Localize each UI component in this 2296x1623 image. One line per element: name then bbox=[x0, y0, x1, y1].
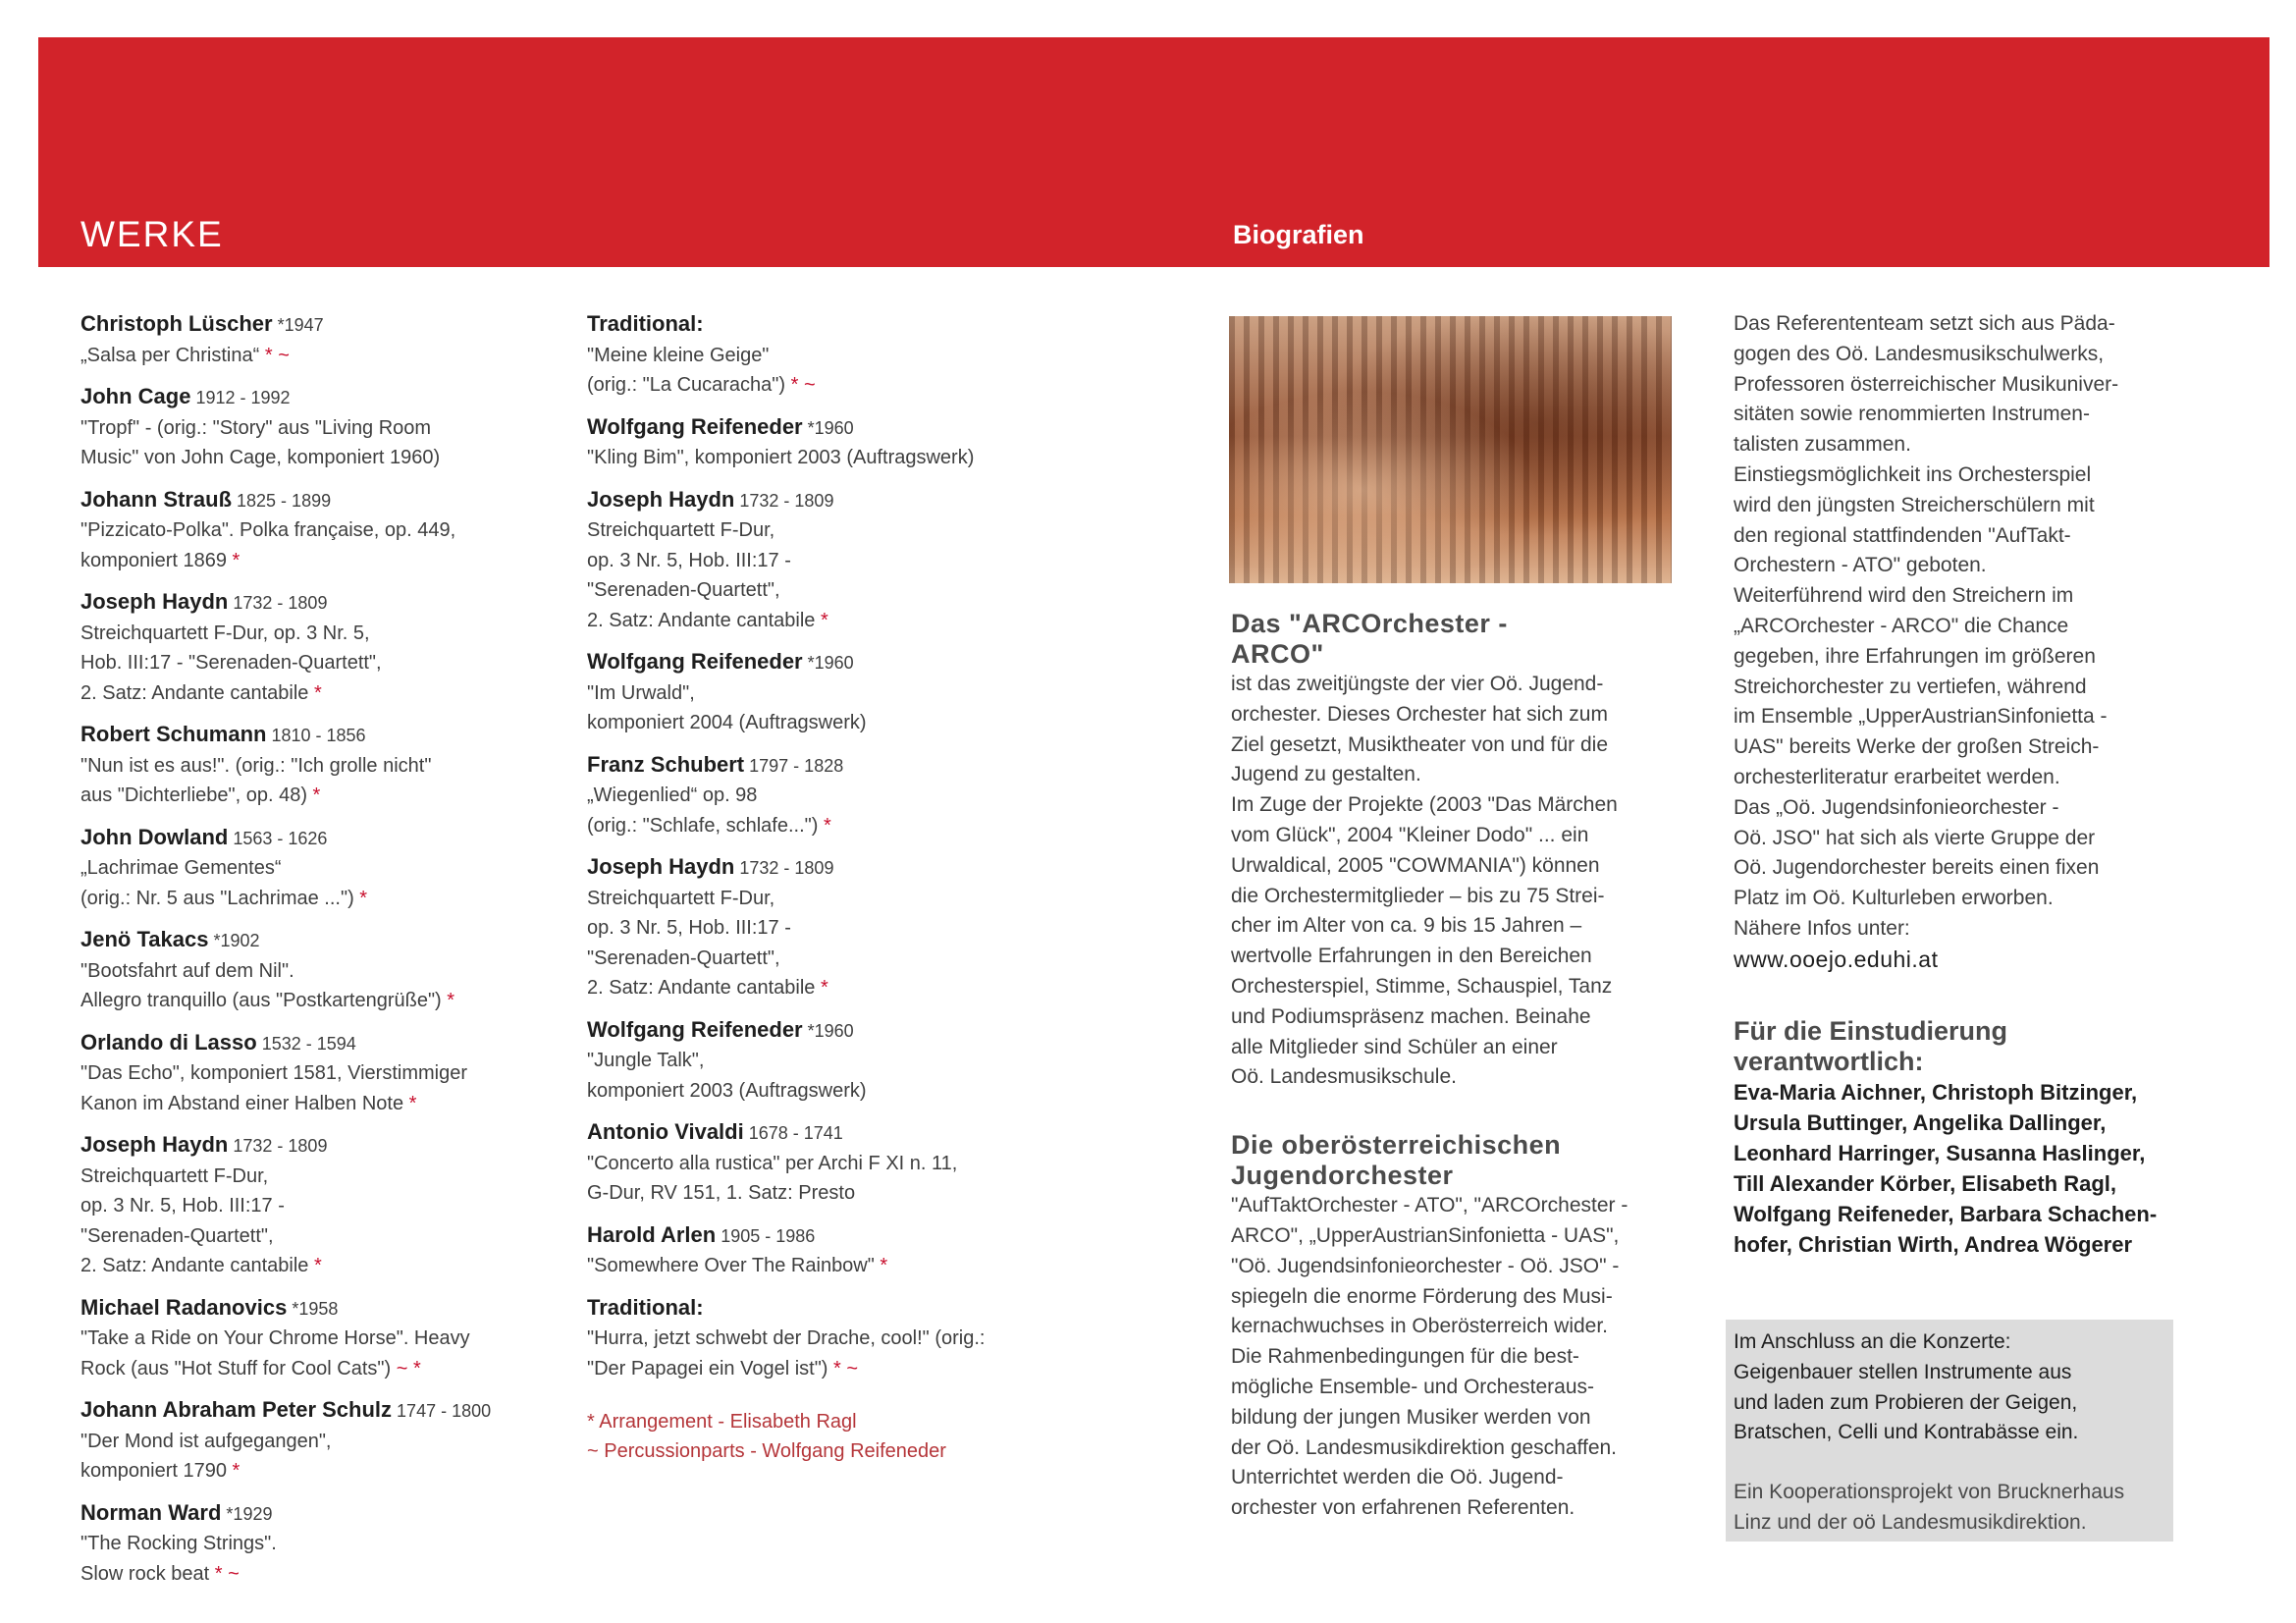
work-title-line: komponiert 2004 (Auftragswerk) bbox=[587, 712, 867, 733]
team-text-line: talisten zusammen. bbox=[1734, 433, 1911, 457]
composer-years: 1532 - 1594 bbox=[256, 1033, 356, 1054]
team-text-line: Einstiegsmöglichkeit ins Orchesterspiel bbox=[1734, 462, 2092, 486]
bio-column-1 bbox=[1231, 609, 1673, 1524]
work-title-line: Kanon im Abstand einer Halben Note bbox=[80, 1092, 404, 1114]
composer-name: Joseph Haydn bbox=[80, 1132, 229, 1157]
work-title-line: (orig.: "Schlafe, schlafe...") bbox=[587, 814, 819, 837]
composer-name: John Dowland bbox=[80, 824, 229, 849]
arrangement-mark: * ~ bbox=[209, 1562, 240, 1585]
work-title-line: "Concerto alla rustica" per Archi F XI n. 11, bbox=[587, 1152, 958, 1174]
arco-text-line: ist das zweitjüngste der vier Oö. Jugend- bbox=[1231, 673, 1604, 695]
work-entry bbox=[80, 1130, 571, 1281]
arco-text-line: wertvolle Erfahrungen in den Bereichen bbox=[1231, 945, 1592, 968]
work-title-line: (orig.: "La Cucaracha") bbox=[587, 374, 786, 396]
header-banner bbox=[38, 37, 2269, 267]
work-title-line: komponiert 1790 bbox=[80, 1460, 227, 1482]
work-title-line: Slow rock beat bbox=[80, 1562, 210, 1585]
composer-name: Christoph Lüscher bbox=[80, 311, 273, 336]
work-title-line: Music" von John Cage, komponiert 1960) bbox=[80, 447, 441, 468]
work-title-line: "Take a Ride on Your Chrome Horse". Heavy bbox=[80, 1327, 470, 1349]
arco-heading-line: ARCO" bbox=[1231, 639, 1324, 669]
arco-text-line: Ziel gesetzt, Musiktheater von und für die bbox=[1231, 732, 1609, 756]
work-title-line: "Serenaden-Quartett", bbox=[80, 1224, 274, 1247]
work-title-line: op. 3 Nr. 5, Hob. III:17 - bbox=[587, 917, 791, 939]
youth-heading-line: Die oberösterreichischen bbox=[1231, 1130, 1562, 1161]
composer-name: Traditional: bbox=[587, 1294, 704, 1320]
works-column-2 bbox=[587, 309, 1078, 1466]
composer-years: 1678 - 1741 bbox=[743, 1123, 843, 1143]
info-box bbox=[1726, 1320, 2173, 1542]
work-entry bbox=[587, 309, 1078, 401]
arco-text-line: alle Mitglieder sind Schüler an einer bbox=[1231, 1035, 1558, 1058]
arrangement-mark: * bbox=[308, 1255, 322, 1276]
composer-years: 1797 - 1828 bbox=[744, 755, 844, 776]
responsible-heading bbox=[1734, 1016, 2175, 1077]
arco-text-line: die Orchestermitglieder – bis zu 75 Strei- bbox=[1231, 884, 1605, 907]
info-text-cooperation bbox=[1734, 1478, 2167, 1539]
composer-name: John Cage bbox=[80, 384, 191, 408]
arco-heading-line: Das "ARCOrchester - bbox=[1231, 609, 1508, 638]
info-line: Geigenbauer stellen Instrumente aus bbox=[1734, 1360, 2072, 1383]
youth-text-line: spiegeln die enorme Förderung des Musi- bbox=[1231, 1284, 1613, 1308]
arco-text-line: vom Glück", 2004 "Kleiner Dodo" ... ein bbox=[1231, 823, 1589, 846]
work-title-line: "Hurra, jetzt schwebt der Drache, cool!" (orig.: bbox=[587, 1327, 986, 1349]
legend-percussion: ~ Percussionparts - Wolfgang Reifeneder bbox=[587, 1440, 946, 1462]
names-line: Till Alexander Körber, Elisabeth Ragl, bbox=[1734, 1170, 2117, 1196]
work-title-line: G-Dur, RV 151, 1. Satz: Presto bbox=[587, 1182, 856, 1204]
work-title-line: "The Rocking Strings". bbox=[80, 1533, 277, 1554]
work-entry bbox=[587, 647, 1078, 738]
work-entry bbox=[80, 1498, 571, 1590]
composer-years: *1929 bbox=[221, 1503, 273, 1524]
team-text-line: Oö. JSO" hat sich als vierte Gruppe der bbox=[1734, 826, 2096, 849]
work-title-line: komponiert 1869 bbox=[80, 549, 227, 571]
team-text-line: gogen des Oö. Landesmusikschulwerks, bbox=[1734, 342, 2105, 365]
arrangement-mark: * bbox=[353, 887, 368, 909]
composer-name: Wolfgang Reifeneder bbox=[587, 649, 803, 674]
info-line: Linz und der oö Landesmusikdirektion. bbox=[1734, 1510, 2087, 1534]
team-text-line: Das Referententeam setzt sich aus Päda- bbox=[1734, 312, 2115, 335]
work-title-line: „Salsa per Christina“ bbox=[80, 344, 260, 366]
composer-name: Jenö Takacs bbox=[80, 927, 209, 951]
info-line: Bratschen, Celli und Kontrabässe ein. bbox=[1734, 1421, 2079, 1444]
composer-years: *1960 bbox=[802, 417, 854, 438]
work-entry bbox=[80, 925, 571, 1016]
info-line: und laden zum Probieren der Geigen, bbox=[1734, 1390, 2078, 1414]
work-title-line: op. 3 Nr. 5, Hob. III:17 - bbox=[587, 549, 791, 571]
page-title: WERKE bbox=[80, 214, 224, 254]
youth-text-line: der Oö. Landesmusikdirektion geschaffen. bbox=[1231, 1435, 1618, 1459]
arrangement-mark: * bbox=[226, 1460, 240, 1482]
arco-text-line: Im Zuge der Projekte (2003 "Das Märchen bbox=[1231, 793, 1618, 817]
composer-years: *1960 bbox=[802, 653, 854, 673]
arco-text-line: orchester. Dieses Orchester hat sich zum bbox=[1231, 702, 1608, 726]
info-line: Im Anschluss an die Konzerte: bbox=[1734, 1330, 2011, 1353]
team-text-line: Streichorchester zu vertiefen, während bbox=[1734, 675, 2087, 698]
work-title-line: Streichquartett F-Dur, bbox=[587, 519, 775, 541]
names-line: hofer, Christian Wirth, Andrea Wögerer bbox=[1734, 1231, 2133, 1257]
orchestra-photo bbox=[1229, 316, 1672, 583]
work-title-line: Rock (aus "Hot Stuff for Cool Cats") bbox=[80, 1357, 392, 1380]
team-text-line: den regional stattfindenden "AufTakt- bbox=[1734, 523, 2071, 547]
bio-column-2 bbox=[1734, 309, 2175, 1260]
team-text-line: Orchestern - ATO" geboten. bbox=[1734, 554, 1987, 577]
youth-text-line: bildung der jungen Musiker werden von bbox=[1231, 1405, 1591, 1429]
composer-name: Harold Arlen bbox=[587, 1221, 717, 1247]
team-text-line: Platz im Oö. Kulturleben erworben. bbox=[1734, 887, 2054, 910]
youth-orchestra-text bbox=[1231, 1191, 1673, 1524]
work-title-line: "Serenaden-Quartett", bbox=[587, 947, 780, 969]
arrangement-mark: * bbox=[815, 977, 828, 999]
work-title-line: (orig.: Nr. 5 aus "Lachrimae ...") bbox=[80, 887, 354, 909]
composer-name: Johann Strauß bbox=[80, 486, 233, 512]
composer-years: 1732 - 1809 bbox=[228, 1136, 328, 1156]
work-title-line: „Lachrimae Gementes“ bbox=[80, 857, 282, 879]
composer-years: 1732 - 1809 bbox=[734, 858, 834, 878]
team-text-line: Weiterführend wird den Streichern im bbox=[1734, 584, 2074, 608]
composer-name: Traditional: bbox=[587, 311, 704, 336]
work-title-line: komponiert 2003 (Auftragswerk) bbox=[587, 1079, 867, 1102]
composer-years: *1947 bbox=[272, 315, 324, 335]
composer-name: Orlando di Lasso bbox=[80, 1029, 257, 1055]
arco-text-line: Oö. Landesmusikschule. bbox=[1231, 1065, 1457, 1089]
work-title-line: Streichquartett F-Dur, bbox=[80, 1164, 269, 1187]
arrangement-mark: * bbox=[226, 549, 240, 571]
team-text bbox=[1734, 309, 2175, 945]
team-text-line: Oö. Jugendorchester bereits einen fixen bbox=[1734, 856, 2100, 880]
responsible-heading-line: verantwortlich: bbox=[1734, 1046, 1924, 1076]
work-title-line: Hob. III:17 - "Serenaden-Quartett", bbox=[80, 652, 382, 674]
work-entry bbox=[587, 1293, 1078, 1384]
team-text-line: UAS" bereits Werke der großen Streich- bbox=[1734, 735, 2100, 759]
work-entry bbox=[80, 587, 571, 708]
arrangement-mark: * ~ bbox=[785, 374, 816, 396]
youth-text-line: kernachwuchses in Oberösterreich wider. bbox=[1231, 1315, 1609, 1338]
work-title-line: "Tropf" - (orig.: "Story" aus "Living Room bbox=[80, 416, 432, 439]
composer-name: Joseph Haydn bbox=[80, 589, 229, 614]
work-title-line: Streichquartett F-Dur, op. 3 Nr. 5, bbox=[80, 622, 370, 644]
composer-name: Michael Radanovics bbox=[80, 1294, 288, 1320]
work-title-line: "Im Urwald", bbox=[587, 681, 695, 704]
composer-name: Wolfgang Reifeneder bbox=[587, 413, 803, 439]
youth-text-line: mögliche Ensemble- und Orchesteraus- bbox=[1231, 1375, 1595, 1398]
arrangement-mark: * bbox=[307, 784, 321, 806]
composer-years: 1563 - 1626 bbox=[228, 828, 328, 848]
composer-years: *1958 bbox=[287, 1298, 339, 1319]
work-title-line: 2. Satz: Andante cantabile bbox=[80, 681, 309, 704]
composer-years: 1732 - 1809 bbox=[734, 490, 834, 511]
work-entry bbox=[587, 1117, 1078, 1209]
names-line: Eva-Maria Aichner, Christoph Bitzinger, bbox=[1734, 1079, 2138, 1105]
work-entry bbox=[80, 1293, 571, 1384]
responsible-heading-line: Für die Einstudierung bbox=[1734, 1015, 2008, 1046]
work-title-line: 2. Satz: Andante cantabile bbox=[587, 977, 816, 999]
composer-years: *1902 bbox=[208, 931, 260, 950]
youth-orchestra-heading bbox=[1231, 1130, 1673, 1191]
arrangement-mark: * bbox=[815, 609, 828, 631]
info-text-concerts bbox=[1734, 1327, 2167, 1448]
composer-years: 1732 - 1809 bbox=[228, 593, 328, 613]
work-entry bbox=[587, 1220, 1078, 1281]
team-text-line: im Ensemble „UpperAustrianSinfonietta - bbox=[1734, 705, 2108, 729]
work-entry bbox=[80, 485, 571, 576]
composer-name: Franz Schubert bbox=[587, 751, 745, 777]
section-title-biografien: Biografien bbox=[1233, 220, 1364, 249]
work-title-line: "Meine kleine Geige" bbox=[587, 344, 770, 366]
composer-name: Joseph Haydn bbox=[587, 486, 735, 512]
work-entry bbox=[80, 720, 571, 811]
composer-years: 1905 - 1986 bbox=[716, 1225, 816, 1246]
team-text-line: orchesterliteratur erarbeitet werden. bbox=[1734, 765, 2060, 788]
info-line: Ein Kooperationsprojekt von Brucknerhaus bbox=[1734, 1481, 2125, 1504]
work-title-line: "Pizzicato-Polka". Polka française, op. 449, bbox=[80, 519, 456, 541]
work-title-line: 2. Satz: Andante cantabile bbox=[80, 1255, 309, 1276]
arrangement-mark: * ~ bbox=[828, 1357, 859, 1380]
arrangement-mark: * bbox=[308, 681, 322, 704]
work-title-line: "Der Papagei ein Vogel ist") bbox=[587, 1357, 828, 1380]
legend-arrangement: * Arrangement - Elisabeth Ragl bbox=[587, 1411, 857, 1433]
composer-name: Wolfgang Reifeneder bbox=[587, 1016, 803, 1042]
youth-text-line: "AufTaktOrchester - ATO", "ARCOrchester - bbox=[1231, 1194, 1629, 1217]
work-title-line: "Kling Bim", komponiert 2003 (Auftragswerk) bbox=[587, 447, 975, 468]
youth-text-line: Unterrichtet werden die Oö. Jugend- bbox=[1231, 1466, 1564, 1489]
team-text-line: „ARCOrchester - ARCO" die Chance bbox=[1734, 614, 2069, 637]
composer-name: Robert Schumann bbox=[80, 722, 267, 746]
arco-text-line: cher im Alter von ca. 9 bis 15 Jahren – bbox=[1231, 914, 1582, 938]
composer-years: 1747 - 1800 bbox=[392, 1401, 492, 1421]
works-column-1 bbox=[80, 309, 571, 1600]
arco-text-line: Jugend zu gestalten. bbox=[1231, 763, 1421, 786]
work-title-line: aus "Dichterliebe", op. 48) bbox=[80, 784, 307, 806]
composer-name: Joseph Haydn bbox=[587, 854, 735, 879]
names-line: Wolfgang Reifeneder, Barbara Schachen- bbox=[1734, 1201, 2158, 1226]
arco-heading bbox=[1231, 609, 1673, 670]
composer-name: Norman Ward bbox=[80, 1499, 222, 1525]
work-entry bbox=[80, 1395, 571, 1487]
names-line: Leonhard Harringer, Susanna Haslinger, bbox=[1734, 1140, 2146, 1165]
composer-name: Antonio Vivaldi bbox=[587, 1119, 744, 1144]
work-entry bbox=[80, 309, 571, 370]
arco-text bbox=[1231, 670, 1673, 1093]
work-title-line: op. 3 Nr. 5, Hob. III:17 - bbox=[80, 1195, 285, 1217]
youth-text-line: ARCO", „UpperAustrianSinfonietta - UAS", bbox=[1231, 1223, 1620, 1247]
work-title-line: "Der Mond ist aufgegangen", bbox=[80, 1430, 332, 1452]
work-title-line: "Jungle Talk", bbox=[587, 1050, 705, 1071]
team-text-line: sitäten sowie renommierten Instrumen- bbox=[1734, 403, 2090, 426]
work-title-line: 2. Satz: Andante cantabile bbox=[587, 609, 816, 631]
work-title-line: "Somewhere Over The Rainbow" bbox=[587, 1255, 875, 1276]
work-entry bbox=[587, 485, 1078, 636]
work-title-line: "Bootsfahrt auf dem Nil". bbox=[80, 959, 294, 982]
work-title-line: „Wiegenlied“ op. 98 bbox=[587, 784, 758, 806]
arrangement-mark: * bbox=[818, 814, 831, 837]
arco-text-line: Urwaldical, 2005 "COWMANIA") können bbox=[1231, 853, 1600, 877]
composer-years: 1912 - 1992 bbox=[190, 388, 291, 407]
work-entry bbox=[80, 1028, 571, 1119]
arrangement-mark: ~ * bbox=[391, 1357, 421, 1380]
work-title-line: "Nun ist es aus!". (orig.: "Ich grolle nicht" bbox=[80, 754, 432, 777]
arrangement-mark: * bbox=[874, 1255, 888, 1276]
youth-text-line: orchester von erfahrenen Referenten. bbox=[1231, 1496, 1575, 1520]
youth-heading-line: Jugendorchester bbox=[1231, 1161, 1454, 1191]
names-line: Ursula Buttinger, Angelika Dallinger, bbox=[1734, 1109, 2107, 1135]
team-text-line: gegeben, ihre Erfahrungen im größeren bbox=[1734, 644, 2096, 668]
youth-text-line: Die Rahmenbedingungen für die best- bbox=[1231, 1345, 1579, 1369]
composer-years: 1810 - 1856 bbox=[266, 726, 366, 745]
team-text-line: Nähere Infos unter: bbox=[1734, 916, 1910, 940]
website-link[interactable]: www.ooejo.eduhi.at bbox=[1734, 946, 1939, 972]
work-entry bbox=[587, 412, 1078, 473]
arrangement-mark: * bbox=[403, 1092, 417, 1114]
arco-text-line: und Podiumspräsenz machen. Beinahe bbox=[1231, 1004, 1591, 1028]
responsible-names bbox=[1734, 1077, 2175, 1260]
team-text-line: wird den jüngsten Streicherschülern mit bbox=[1734, 493, 2095, 516]
arrangement-mark: * ~ bbox=[259, 344, 290, 366]
work-entry bbox=[587, 1015, 1078, 1107]
team-text-line: Professoren österreichischer Musikuniver- bbox=[1734, 372, 2119, 396]
legend bbox=[587, 1407, 1078, 1466]
work-title-line: Allegro tranquillo (aus "Postkartengrüße") bbox=[80, 990, 442, 1011]
youth-text-line: "Oö. Jugendsinfonieorchester - Oö. JSO" - bbox=[1231, 1254, 1620, 1277]
work-title-line: "Serenaden-Quartett", bbox=[587, 579, 780, 601]
work-entry bbox=[587, 852, 1078, 1003]
work-title-line: "Das Echo", komponiert 1581, Vierstimmiger bbox=[80, 1062, 467, 1084]
arrangement-mark: * bbox=[441, 990, 455, 1011]
work-title-line: Streichquartett F-Dur, bbox=[587, 887, 775, 909]
team-text-line: Das „Oö. Jugendsinfonieorchester - bbox=[1734, 795, 2059, 819]
work-entry bbox=[80, 382, 571, 473]
composer-years: *1960 bbox=[802, 1020, 854, 1041]
work-entry bbox=[80, 823, 571, 914]
work-entry bbox=[587, 750, 1078, 841]
composer-years: 1825 - 1899 bbox=[232, 490, 332, 511]
composer-name: Johann Abraham Peter Schulz bbox=[80, 1397, 393, 1422]
arco-text-line: Orchesterspiel, Stimme, Schauspiel, Tanz bbox=[1231, 974, 1613, 998]
